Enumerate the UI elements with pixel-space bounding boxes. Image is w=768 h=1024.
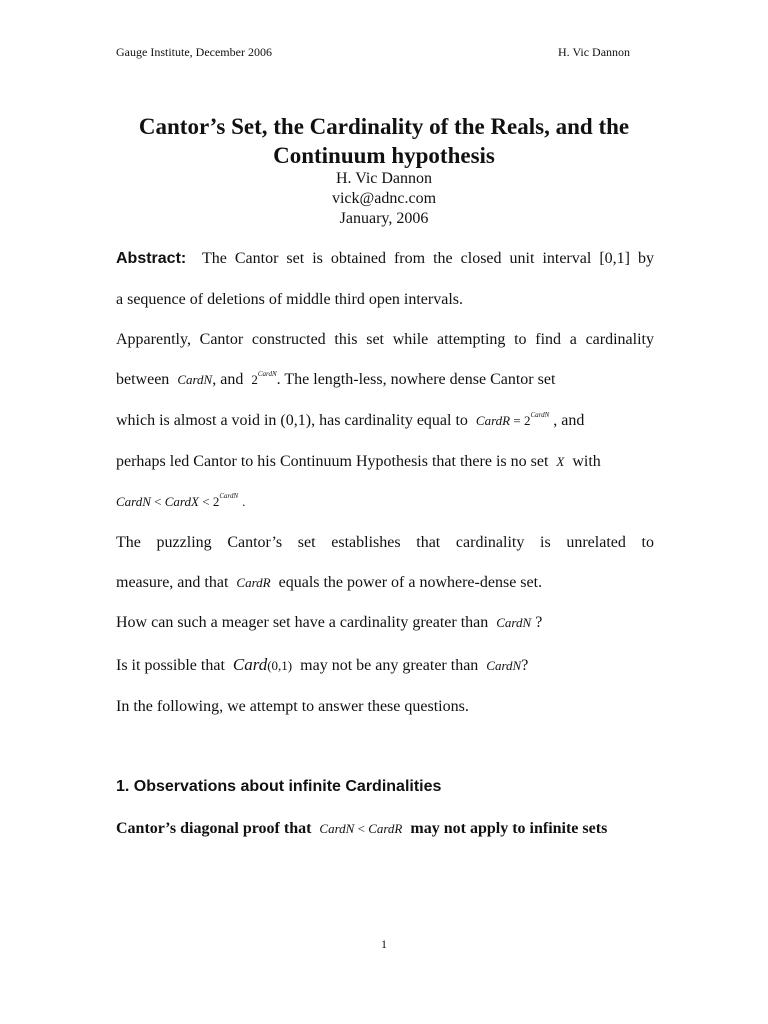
abstract-line-5 — [116, 412, 584, 430]
math-period: . — [242, 494, 246, 509]
math-lt: < — [354, 821, 369, 836]
author-email: vick@adnc.com — [331, 190, 437, 207]
math-lt: < — [150, 494, 165, 509]
question-1 — [116, 614, 542, 632]
paper-title — [60, 112, 708, 170]
author-name: H. Vic Dannon — [335, 170, 433, 187]
math-X: X — [556, 454, 565, 469]
section-heading: 1. Observations about infinite Cardinalities — [116, 778, 442, 795]
math-two: 2 — [251, 372, 258, 387]
running-header-left: Gauge Institute, December 2006 — [116, 45, 272, 59]
text-fragment: . The length-less, nowhere dense Cantor set — [276, 371, 556, 388]
math-cardN: CardN — [496, 615, 532, 630]
abstract-line-7 — [116, 493, 245, 511]
abstract-label: Abstract: — [116, 250, 187, 267]
math-eq: = — [510, 413, 524, 428]
text-fragment: with — [572, 453, 601, 470]
math-sup-cardN: CardN — [257, 370, 277, 378]
abstract-line-8: The puzzling Cantor’s set establishes that cardinality is unrelated to — [116, 534, 654, 551]
math-cardX: CardX — [164, 494, 199, 509]
abstract-line-4 — [116, 371, 555, 389]
math-cardR: CardR — [368, 821, 403, 836]
math-cardN: CardN — [116, 494, 151, 509]
title-line-1: Cantor’s Set, the Cardinality of the Reals, and the — [138, 114, 630, 139]
math-sup-cardN: CardN — [219, 492, 239, 500]
math-card: Card — [232, 655, 268, 674]
running-header-right: H. Vic Dannon — [558, 45, 631, 59]
math-cardR: CardR — [475, 413, 511, 428]
text-fragment: , and — [212, 371, 244, 388]
math-cardN: CardN — [319, 821, 355, 836]
math-cardN: CardN — [486, 658, 522, 673]
author-date: January, 2006 — [339, 210, 429, 227]
math-cardR: CardR — [236, 575, 271, 590]
text-fragment: ? — [535, 614, 543, 631]
text-fragment: may not apply to infinite sets — [410, 820, 608, 837]
text-fragment: may not be any greater than — [300, 657, 479, 674]
text-fragment: between — [116, 371, 170, 388]
math-sup-cardN: CardN — [530, 411, 550, 419]
text-fragment: perhaps led Cantor to his Continuum Hypothesis that there is no set — [116, 453, 549, 470]
text-fragment: which is almost a void in (0,1), has cardinality equal to — [116, 412, 468, 429]
abstract-line-1 — [116, 250, 654, 268]
text-fragment: ? — [521, 657, 529, 674]
abstract-line-3: Apparently, Cantor constructed this set while attempting to find a cardinality — [116, 331, 654, 348]
text-fragment: Is it possible that — [116, 657, 225, 674]
text-fragment: How can such a meager set have a cardinality greater than — [116, 614, 489, 631]
math-interval: (0,1) — [267, 658, 293, 673]
text-fragment: measure, and that — [116, 574, 229, 591]
abstract-line-2: a sequence of deletions of middle third open intervals. — [116, 291, 464, 308]
abstract-line-6 — [116, 453, 601, 471]
author-block — [184, 169, 584, 229]
math-two: 2 — [523, 413, 531, 428]
math-cardN: CardN — [177, 372, 213, 387]
title-line-2: Continuum hypothesis — [273, 143, 495, 168]
subsection-heading — [116, 820, 607, 838]
text-fragment: Cantor’s diagonal proof that — [116, 820, 312, 837]
text-fragment: equals the power of a nowhere-dense set. — [278, 574, 543, 591]
abstract-text: The Cantor set is obtained from the closed unit interval [0,1] by — [201, 250, 654, 267]
math-lt: < — [198, 494, 213, 509]
abstract-closing: In the following, we attempt to answer these questions. — [116, 698, 469, 715]
math-two: 2 — [212, 494, 220, 509]
question-2 — [116, 655, 528, 675]
text-fragment: , and — [553, 412, 585, 429]
abstract-line-9 — [116, 574, 542, 592]
page-number: 1 — [381, 937, 387, 951]
